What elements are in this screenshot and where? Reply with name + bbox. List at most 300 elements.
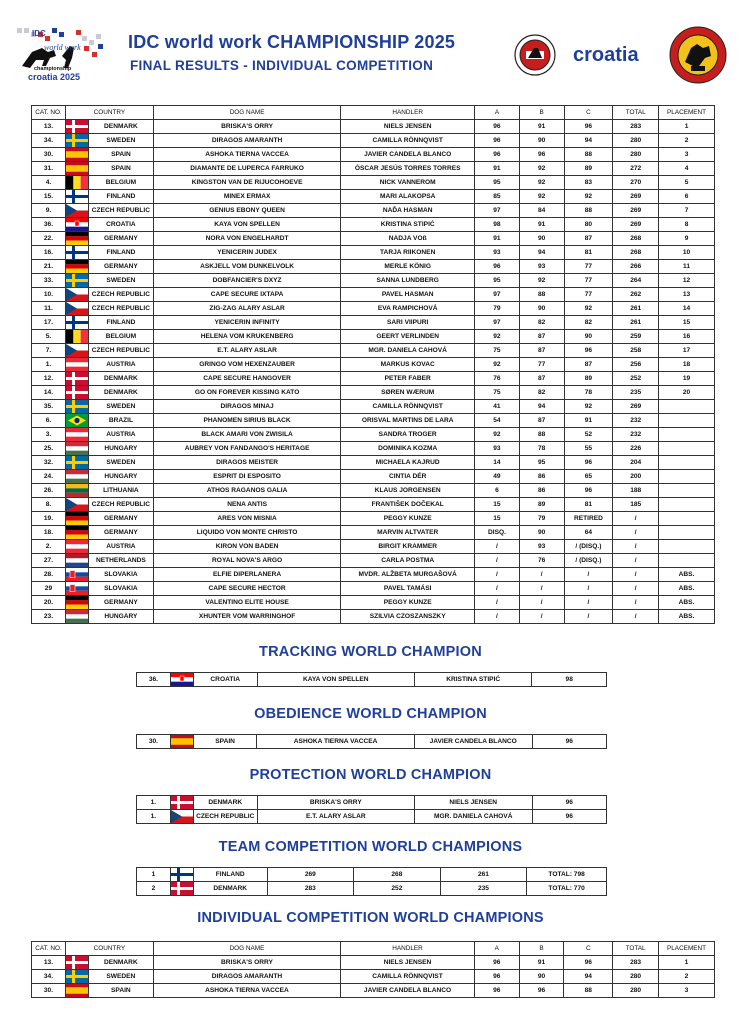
country-cell: SPAIN (193, 735, 257, 749)
country-cell: SPAIN (88, 162, 153, 176)
page-subtitle: FINAL RESULTS - INDIVIDUAL COMPETITION (130, 58, 434, 73)
placement-cell: 16 (659, 330, 715, 344)
score-a-cell: 95 (475, 176, 520, 190)
sweden-flag-icon (65, 970, 88, 984)
country-cell: CZECH REPUBLIC (193, 810, 257, 824)
club-seal-icon (514, 34, 556, 76)
country-cell: DENMARK (193, 882, 267, 896)
total-cell: 269 (613, 218, 659, 232)
table-row (32, 386, 715, 400)
dog-name-cell: E.T. ALARY ASLAR (153, 344, 340, 358)
cat-no-cell: 36. (137, 673, 171, 687)
placement-cell: 14 (659, 302, 715, 316)
dog-name-cell: BLACK AMARI VON ZWISILA (153, 428, 340, 442)
denmark-flag-icon (170, 882, 193, 896)
score-b-cell: 76 (519, 554, 564, 568)
score-c-cell: 82 (564, 316, 613, 330)
finland-flag-icon (170, 868, 193, 882)
country-cell: SLOVAKIA (88, 568, 153, 582)
tracking-title: TRACKING WORLD CHAMPION (259, 644, 482, 660)
table-row (32, 540, 715, 554)
austria-flag-icon (65, 358, 88, 372)
total-cell: 280 (613, 984, 659, 998)
cat-no-cell: 9. (32, 204, 66, 218)
placement-cell: 9 (659, 232, 715, 246)
column-header: HANDLER (341, 106, 475, 120)
score-a-cell: 49 (475, 470, 520, 484)
total-cell: 226 (613, 442, 659, 456)
dog-name-cell: BRISKA'S ORRY (153, 956, 340, 970)
table-row (137, 673, 607, 687)
table-header-row (32, 106, 715, 120)
cat-no-cell: 12. (32, 372, 66, 386)
table-row (32, 372, 715, 386)
dog-name-cell: DIRAGOS AMARANTH (153, 134, 340, 148)
country-cell: GERMANY (88, 260, 153, 274)
score-c-cell: 92 (564, 190, 613, 204)
dog-name-cell: XHUNTER VOM WARRINGHOF (153, 610, 340, 624)
score-b-cell: 90 (519, 970, 564, 984)
individual-title: INDIVIDUAL COMPETITION WORLD CHAMPIONS (197, 910, 544, 926)
hungary-flag-icon (65, 442, 88, 456)
score-cell: 98 (532, 673, 607, 687)
score-a-cell: 75 (475, 386, 520, 400)
country-cell: HUNGARY (88, 610, 153, 624)
score-c-cell: 77 (564, 288, 613, 302)
score-b-cell: / (519, 610, 564, 624)
germany-flag-icon (65, 232, 88, 246)
results-table (31, 105, 715, 624)
cat-no-cell: 10. (32, 288, 66, 302)
column-header: COUNTRY (65, 106, 153, 120)
score-b-cell: 77 (519, 358, 564, 372)
country-cell: SPAIN (88, 984, 153, 998)
table-row (32, 204, 715, 218)
placement-cell: 5 (659, 176, 715, 190)
country-cell: AUSTRIA (88, 358, 153, 372)
spain-flag-icon (65, 148, 88, 162)
score-b-cell: 93 (519, 540, 564, 554)
placement-cell (659, 428, 715, 442)
score-a-cell: 93 (475, 442, 520, 456)
score-a-cell: 97 (475, 316, 520, 330)
cat-no-cell: 19. (32, 512, 66, 526)
total-cell: / (613, 554, 659, 568)
score-a-cell: 75 (475, 344, 520, 358)
score-a-cell: DISQ. (475, 526, 520, 540)
sweden-flag-icon (65, 274, 88, 288)
score-c-cell: 90 (564, 330, 613, 344)
score-c-cell: 88 (564, 984, 613, 998)
placement-cell: 1 (659, 956, 715, 970)
czech-flag-icon (65, 288, 88, 302)
finland-flag-icon (65, 190, 88, 204)
dog-name-cell: DIAMANTE DE LUPERCA FARRUKO (153, 162, 340, 176)
placement-cell (659, 484, 715, 498)
total-cell: TOTAL: 798 (527, 868, 607, 882)
column-header: A (474, 942, 519, 956)
score-a-cell: 14 (475, 456, 520, 470)
dog-name-cell: YENICERIN JUDEX (153, 246, 340, 260)
dog-name-cell: ESPRIT DI ESPOSITO (153, 470, 340, 484)
score-c-cell: 96 (564, 456, 613, 470)
score-b-cell: / (519, 568, 564, 582)
cat-no-cell: 34. (32, 970, 66, 984)
placement-cell: 4 (659, 162, 715, 176)
table-row (32, 344, 715, 358)
team-table (136, 867, 607, 896)
spain-flag-icon (65, 984, 88, 998)
sweden-flag-icon (65, 456, 88, 470)
handler-cell: NIELS JENSEN (414, 796, 532, 810)
score-a-cell: 92 (475, 330, 520, 344)
placement-cell: 15 (659, 316, 715, 330)
handler-cell: CINTIA DÉR (341, 470, 475, 484)
cat-no-cell: 24. (32, 470, 66, 484)
logo-text-world-work: world work (44, 43, 81, 52)
score-a-cell: 98 (475, 218, 520, 232)
table-row (32, 260, 715, 274)
handler-cell: TARJA RIIKONEN (341, 246, 475, 260)
column-header: COUNTRY (65, 942, 153, 956)
table-row (32, 470, 715, 484)
dog-name-cell: CAPE SECURE HECTOR (153, 582, 340, 596)
cat-no-cell: 21. (32, 260, 66, 274)
score-c-cell: / (564, 582, 613, 596)
table-row (32, 400, 715, 414)
country-cell: DENMARK (193, 796, 257, 810)
country-cell: CZECH REPUBLIC (88, 344, 153, 358)
cat-no-cell: 36. (32, 218, 66, 232)
score-c-cell: / (564, 568, 613, 582)
country-cell: FINLAND (88, 190, 153, 204)
denmark-flag-icon (65, 120, 88, 134)
score-a-cell: 96 (474, 956, 519, 970)
score-c-cell: 91 (564, 414, 613, 428)
cat-no-cell: 28. (32, 568, 66, 582)
score-c-cell: 92 (564, 400, 613, 414)
score-c-cell: 261 (440, 868, 527, 882)
handler-cell: ÓSCAR JESÚS TORRES TORRES (341, 162, 475, 176)
dog-name-cell: DIRAGOS AMARANTH (153, 970, 340, 984)
score-c-cell: 81 (564, 246, 613, 260)
score-c-cell: 83 (564, 176, 613, 190)
score-b-cell: 90 (519, 302, 564, 316)
placement-cell: 1 (659, 120, 715, 134)
country-cell: GERMANY (88, 512, 153, 526)
table-row (32, 358, 715, 372)
total-cell: / (613, 596, 659, 610)
total-cell: 280 (613, 970, 659, 984)
score-c-cell: 78 (564, 386, 613, 400)
dog-name-cell: HELENA VOM KRUKENBERG (153, 330, 340, 344)
dog-name-cell: YENICERIN INFINITY (153, 316, 340, 330)
country-cell: CROATIA (88, 218, 153, 232)
cat-no-cell: 22. (32, 232, 66, 246)
handler-cell: NADJA VOß (341, 232, 475, 246)
country-cell: DENMARK (88, 386, 153, 400)
denmark-flag-icon (65, 386, 88, 400)
handler-cell: JAVIER CANDELA BLANCO (341, 984, 475, 998)
table-row (32, 330, 715, 344)
country-cell: AUSTRIA (88, 428, 153, 442)
score-a-cell: 96 (475, 120, 520, 134)
score-b-cell: 252 (354, 882, 441, 896)
handler-cell: PAVEL TAMÁSI (341, 582, 475, 596)
country-cell: CZECH REPUBLIC (88, 204, 153, 218)
handler-cell: CAMILLA RÖNNQVIST (341, 400, 475, 414)
placement-cell: 2 (137, 882, 171, 896)
dog-name-cell: KINGSTON VAN DE RIJUCOHOEVE (153, 176, 340, 190)
cat-no-cell: 18. (32, 526, 66, 540)
denmark-flag-icon (170, 796, 193, 810)
netherlands-flag-icon (65, 554, 88, 568)
total-cell: 200 (613, 470, 659, 484)
score-a-cell: 41 (475, 400, 520, 414)
cat-no-cell: 29 (32, 582, 66, 596)
score-a-cell: 15 (475, 498, 520, 512)
score-c-cell: 52 (564, 428, 613, 442)
handler-cell: NICK VANNEROM (341, 176, 475, 190)
score-c-cell: / (564, 596, 613, 610)
total-cell: 269 (613, 400, 659, 414)
score-c-cell: 55 (564, 442, 613, 456)
score-c-cell: 235 (440, 882, 527, 896)
placement-cell (659, 498, 715, 512)
total-cell: 283 (613, 120, 659, 134)
country-cell: BRAZIL (88, 414, 153, 428)
country-cell: SLOVAKIA (88, 582, 153, 596)
placement-cell (659, 526, 715, 540)
cat-no-cell: 31. (32, 162, 66, 176)
cat-no-cell: 17. (32, 316, 66, 330)
handler-cell: JAVIER CANDELA BLANCO (414, 735, 532, 749)
cat-no-cell: 30. (32, 148, 66, 162)
dog-name-cell: BRISKA'S ORRY (153, 120, 340, 134)
score-b-cell: 90 (519, 232, 564, 246)
table-row (32, 428, 715, 442)
score-b-cell: 92 (519, 274, 564, 288)
dog-name-cell: E.T. ALARY ASLAR (257, 810, 414, 824)
score-c-cell: 94 (564, 970, 613, 984)
cat-no-cell: 13. (32, 120, 66, 134)
placement-cell (659, 456, 715, 470)
placement-cell: 6 (659, 190, 715, 204)
cat-no-cell: 3. (32, 428, 66, 442)
score-b-cell: 88 (519, 288, 564, 302)
placement-cell: ABS. (659, 568, 715, 582)
dog-name-cell: KAYA VON SPELLEN (153, 218, 340, 232)
denmark-flag-icon (65, 956, 88, 970)
table-row (32, 232, 715, 246)
country-cell: GERMANY (88, 526, 153, 540)
placement-cell (659, 540, 715, 554)
total-cell: 261 (613, 302, 659, 316)
score-c-cell: RETIRED (564, 512, 613, 526)
placement-cell: ABS. (659, 610, 715, 624)
score-c-cell: 80 (564, 218, 613, 232)
table-row (32, 414, 715, 428)
handler-cell: NIELS JENSEN (341, 956, 475, 970)
score-a-cell: 92 (475, 428, 520, 442)
placement-cell: 11 (659, 260, 715, 274)
country-cell: CZECH REPUBLIC (88, 302, 153, 316)
table-row (32, 288, 715, 302)
country-cell: BELGIUM (88, 176, 153, 190)
placement-cell (659, 414, 715, 428)
placement-cell (659, 470, 715, 484)
dog-name-cell: PHANOMEN SIRIUS BLACK (153, 414, 340, 428)
score-b-cell: 84 (519, 204, 564, 218)
dog-name-cell: ASHOKA TIERNA VACCEA (153, 984, 340, 998)
handler-cell: MVDR. ALŽBETA MURGAŠOVÁ (341, 568, 475, 582)
score-b-cell: 90 (519, 134, 564, 148)
dog-name-cell: GO ON FOREVER KISSING KATO (153, 386, 340, 400)
score-b-cell: 87 (519, 414, 564, 428)
score-a-cell: 95 (475, 274, 520, 288)
placement-cell (659, 400, 715, 414)
germany-flag-icon (65, 512, 88, 526)
dog-name-cell: GRINGO VOM HEXENZAUBER (153, 358, 340, 372)
cat-no-cell: 6. (32, 414, 66, 428)
handler-cell: DOMINIKA KOZMA (341, 442, 475, 456)
placement-cell: 7 (659, 204, 715, 218)
placement-cell: 13 (659, 288, 715, 302)
total-cell: 188 (613, 484, 659, 498)
dog-name-cell: KAYA VON SPELLEN (257, 673, 414, 687)
handler-cell: CAMILLA RÖNNQVIST (341, 134, 475, 148)
protection-title: PROTECTION WORLD CHAMPION (249, 767, 492, 783)
score-b-cell: 91 (519, 218, 564, 232)
score-c-cell: 89 (564, 162, 613, 176)
score-a-cell: 79 (475, 302, 520, 316)
handler-cell: CARLA POSTMA (341, 554, 475, 568)
score-a-cell: / (475, 596, 520, 610)
score-b-cell: 90 (519, 526, 564, 540)
cat-no-cell: 13. (32, 956, 66, 970)
placement-cell: 18 (659, 358, 715, 372)
country-cell: SWEDEN (88, 134, 153, 148)
score-b-cell: 87 (519, 330, 564, 344)
total-cell: / (613, 610, 659, 624)
table-row (137, 796, 607, 810)
total-cell: 270 (613, 176, 659, 190)
belgium-flag-icon (65, 330, 88, 344)
idc-championship-logo (12, 22, 110, 84)
score-b-cell: 95 (519, 456, 564, 470)
belgium-flag-icon (65, 176, 88, 190)
score-a-cell: 93 (475, 246, 520, 260)
country-cell: HUNGARY (88, 470, 153, 484)
table-row (32, 162, 715, 176)
country-cell: CZECH REPUBLIC (88, 288, 153, 302)
total-cell: 258 (613, 344, 659, 358)
placement-cell: 12 (659, 274, 715, 288)
cat-no-cell: 15. (32, 190, 66, 204)
total-cell: 269 (613, 204, 659, 218)
table-row (32, 316, 715, 330)
total-cell: 262 (613, 288, 659, 302)
slovakia-flag-icon (65, 568, 88, 582)
score-a-cell: 15 (475, 512, 520, 526)
table-row (32, 596, 715, 610)
dog-name-cell: GENIUS EBONY QUEEN (153, 204, 340, 218)
handler-cell: BIRGIT KRAMMER (341, 540, 475, 554)
score-b-cell: 86 (519, 470, 564, 484)
total-cell: 256 (613, 358, 659, 372)
country-cell: SWEDEN (88, 456, 153, 470)
czech-flag-icon (65, 204, 88, 218)
dog-name-cell: DIRAGOS MEISTER (153, 456, 340, 470)
score-c-cell: 87 (564, 358, 613, 372)
country-cell: FINLAND (193, 868, 267, 882)
handler-cell: KRISTINA STIPIĆ (414, 673, 532, 687)
country-cell: FINLAND (88, 246, 153, 260)
dog-name-cell: NORA VON ENGELHARDT (153, 232, 340, 246)
denmark-flag-icon (65, 372, 88, 386)
score-a-cell: / (475, 568, 520, 582)
score-c-cell: / (564, 610, 613, 624)
finland-flag-icon (65, 316, 88, 330)
country-cell: GERMANY (88, 596, 153, 610)
handler-cell: SANDRA TROGER (341, 428, 475, 442)
placement-cell: 8 (659, 218, 715, 232)
column-header: TOTAL (613, 106, 659, 120)
protection-table (136, 795, 607, 824)
placement-cell: ABS. (659, 582, 715, 596)
country-cell: LITHUANIA (88, 484, 153, 498)
score-c-cell: 96 (564, 484, 613, 498)
cat-no-cell: 23. (32, 610, 66, 624)
czech-flag-icon (65, 302, 88, 316)
score-c-cell: 81 (564, 498, 613, 512)
dog-name-cell: ARES VON MISNIA (153, 512, 340, 526)
country-cell: SWEDEN (88, 274, 153, 288)
cat-no-cell: 1. (32, 358, 66, 372)
score-a-cell: 96 (474, 984, 519, 998)
score-c-cell: / (DISQ.) (564, 554, 613, 568)
handler-cell: MERLE KÖNIG (341, 260, 475, 274)
score-c-cell: 77 (564, 274, 613, 288)
dog-name-cell: LIQUIDO VON MONTE CHRISTO (153, 526, 340, 540)
handler-cell: KLAUS JORGENSEN (341, 484, 475, 498)
column-header: A (475, 106, 520, 120)
placement-cell (659, 512, 715, 526)
table-row (32, 498, 715, 512)
table-row (137, 810, 607, 824)
column-header: C (564, 106, 613, 120)
cat-no-cell: 2. (32, 540, 66, 554)
score-a-cell: 96 (475, 134, 520, 148)
total-cell: / (613, 540, 659, 554)
country-cell: BELGIUM (88, 330, 153, 344)
column-header: HANDLER (341, 942, 475, 956)
total-cell: 268 (613, 232, 659, 246)
score-b-cell: 89 (519, 498, 564, 512)
score-c-cell: 64 (564, 526, 613, 540)
handler-cell: JAVIER CANDELA BLANCO (341, 148, 475, 162)
brazil-flag-icon (65, 414, 88, 428)
score-a-cell: / (475, 582, 520, 596)
score-a-cell: 91 (475, 162, 520, 176)
column-header: B (519, 942, 564, 956)
score-c-cell: 96 (564, 956, 613, 970)
table-row (137, 735, 607, 749)
score-b-cell: 86 (519, 484, 564, 498)
score-b-cell: 94 (519, 400, 564, 414)
tracking-table (136, 672, 607, 687)
cat-no-cell: 33. (32, 274, 66, 288)
